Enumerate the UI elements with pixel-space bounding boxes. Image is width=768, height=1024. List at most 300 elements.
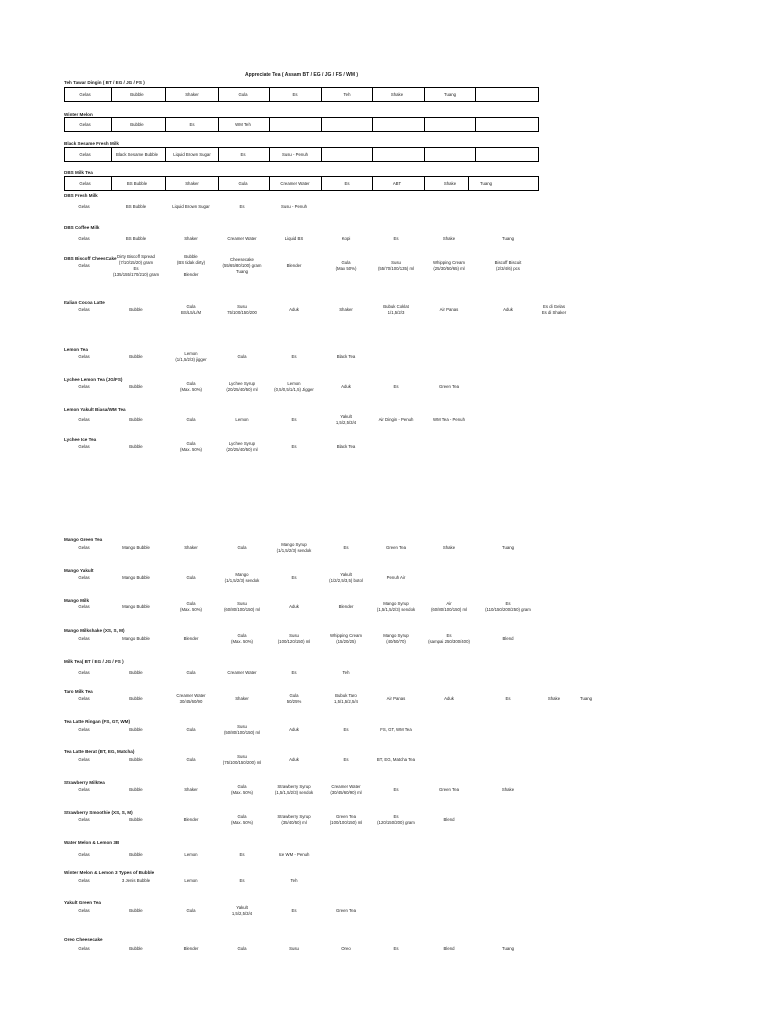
recipe-step-text: Shake: [501, 787, 515, 792]
recipe-step-text: Gula: [237, 633, 247, 638]
recipe-step-text: Air: [446, 601, 452, 606]
recipe-step-cell: [393, 236, 398, 242]
recipe-step-cell: [126, 204, 146, 210]
recipe-step-cell: [329, 572, 363, 584]
recipe-title: Water Melon & Lemon 3B: [64, 840, 120, 845]
recipe-step-text: Lemon: [235, 417, 249, 422]
recipe-step-text: (Max. 50%): [231, 639, 253, 644]
recipe-step-cell: [480, 181, 492, 187]
recipe-step-text: Gula: [238, 181, 248, 186]
recipe-step-cell: [223, 257, 262, 275]
recipe-title: Strawberry Smoothie (XS, S, M): [64, 810, 133, 815]
recipe-step-text: (40/50/70): [386, 639, 406, 644]
recipe-step-text: 1,5/1,5/2,5/4: [334, 699, 358, 704]
cell-divider: [111, 88, 112, 101]
recipe-step-text: (Max. 50%): [231, 820, 253, 825]
recipe-title: Mango Yakult: [64, 568, 94, 573]
cell-divider: [321, 118, 322, 131]
recipe-step-text: Es: [505, 601, 511, 606]
recipe-step-cell: [444, 817, 455, 823]
recipe-step-text: Gelas: [78, 604, 90, 609]
recipe-step-cell: [129, 417, 142, 423]
recipe-step-text: Mango Bubble: [122, 604, 150, 609]
recipe-step-cell: [341, 384, 351, 390]
recipe-step-text: Green Tea: [439, 384, 459, 389]
recipe-step-text: (1,5/1,5/2/3) sendok: [376, 607, 416, 612]
recipe-step-text: Blend: [443, 817, 455, 822]
recipe-step-cell: [346, 152, 347, 158]
recipe-step-cell: [184, 236, 198, 242]
recipe-step-text: Gula: [237, 784, 247, 789]
recipe-step-text: (55/70/100/135) ml: [377, 266, 415, 271]
recipe-step-text: (25/30/50/65) ml: [433, 266, 465, 271]
recipe-step-cell: [343, 670, 350, 676]
cell-divider: [372, 118, 373, 131]
cell-divider: [111, 148, 112, 161]
recipe-step-text: Bubuk Taro: [335, 693, 357, 698]
recipe-step-text: (110/150/200/250) gram: [485, 607, 531, 612]
recipe-step-text: Bubble: [184, 254, 198, 259]
recipe-step-text: Aduk: [289, 604, 299, 609]
recipe-title: Lychee Ice Tea: [64, 437, 97, 442]
recipe-step-text: Lemon: [184, 351, 198, 356]
recipe-step-cell: [377, 814, 415, 826]
recipe-step-cell: [393, 787, 398, 793]
recipe-step-text: Gelas: [78, 878, 90, 883]
recipe-step-text: Blender: [183, 272, 199, 277]
recipe-step-text: Bubble: [130, 92, 144, 97]
recipe-step-cell: [292, 92, 297, 98]
recipe-step-text: Creamer Water: [176, 693, 206, 698]
cell-divider: [424, 118, 425, 131]
recipe-step-text: Es: [291, 575, 297, 580]
recipe-step-cell: [343, 545, 348, 551]
recipe-step-text: Gula: [186, 727, 196, 732]
recipe-step-cell: [231, 784, 253, 796]
recipe-step-text: Tuang: [501, 946, 515, 951]
recipe-step-cell: [238, 92, 247, 98]
recipe-step-text: Bubble: [129, 417, 143, 422]
recipe-step-cell: [444, 92, 456, 98]
recipe-step-cell: [122, 545, 150, 551]
recipe-step-text: Es: [393, 384, 399, 389]
recipe-step-text: Bubble: [129, 307, 143, 312]
recipe-step-text: Shaker: [185, 92, 199, 97]
recipe-step-text: Blender: [183, 817, 199, 822]
recipe-step-cell: [386, 545, 406, 551]
recipe-step-text: Gelas: [79, 181, 91, 186]
recipe-step-text: Lychee Syrup: [228, 441, 256, 446]
recipe-step-cell: [344, 181, 349, 187]
recipe-step-cell: [126, 236, 146, 242]
recipe-step-text: Es: [343, 727, 349, 732]
cell-divider: [111, 177, 112, 190]
recipe-step-text: Es: [343, 757, 349, 762]
recipe-step-text: Aduk: [444, 696, 454, 701]
recipe-step-text: Gula: [186, 304, 196, 309]
recipe-step-text: (7/10/15/20) gram: [118, 260, 154, 265]
recipe-step-cell: [78, 908, 89, 914]
recipe-title: Tea Latte Berat (BT, EG, Matcha): [64, 749, 135, 754]
recipe-step-text: Shaker: [339, 307, 353, 312]
recipe-step-cell: [291, 670, 296, 676]
recipe-step-text: Aduk: [341, 384, 351, 389]
recipe-step-text: (15/20/25): [336, 639, 356, 644]
recipe-step-cell: [180, 441, 202, 453]
recipe-title: Winter Melon: [64, 112, 93, 117]
recipe-step-text: [449, 152, 450, 158]
recipe-step-text: WM Tea - Penuh: [433, 417, 465, 422]
recipe-step-cell: [185, 181, 199, 187]
recipe-step-cell: [130, 122, 143, 128]
recipe-step-cell: [186, 757, 195, 763]
recipe-title: Lychee Lemon Tea (JG/FS): [64, 377, 123, 382]
recipe-step-text: Gula: [186, 381, 196, 386]
recipe-step-cell: [78, 636, 89, 642]
recipe-step-cell: [237, 946, 246, 952]
cell-divider: [475, 118, 476, 131]
recipe-step-text: Oreo: [341, 946, 351, 951]
recipe-step-text: (2/3/4/6) pcs: [496, 266, 520, 271]
recipe-step-text: Mango Syrup: [383, 633, 409, 638]
recipe-step-cell: [78, 670, 89, 676]
recipe-step-cell: [239, 204, 244, 210]
recipe-step-text: Blender: [338, 604, 354, 609]
cell-divider: [424, 88, 425, 101]
recipe-step-cell: [122, 878, 150, 884]
recipe-step-cell: [346, 122, 347, 128]
recipe-step-text: Shaker: [184, 545, 198, 550]
recipe-step-cell: [379, 417, 414, 423]
recipe-step-cell: [129, 384, 142, 390]
recipe-steps-row: [64, 117, 539, 132]
recipe-step-text: Creamer Water: [280, 181, 310, 186]
recipe-step-text: WM Teh: [235, 122, 251, 127]
cell-divider: [218, 177, 219, 190]
recipe-step-text: Liquid Brown Sugar: [172, 204, 210, 209]
recipe-title: Tea Latte Ringan (FS, GT, WM): [64, 719, 131, 724]
recipe-step-text: (0,5/0,5/1/1,5) Jigger: [274, 387, 314, 392]
recipe-step-text: Dirty Biscoff Spread: [117, 254, 155, 259]
recipe-step-cell: [377, 601, 415, 613]
recipe-step-text: 75/100/150/200: [227, 310, 257, 315]
recipe-step-text: Bubble: [129, 817, 143, 822]
recipe-step-cell: [122, 575, 150, 581]
recipe-step-cell: [226, 381, 257, 393]
recipe-step-text: Blender: [183, 946, 199, 951]
cell-divider: [468, 177, 469, 190]
recipe-step-text: Gula: [237, 814, 247, 819]
recipe-step-cell: [78, 604, 89, 610]
recipe-step-cell: [184, 817, 199, 823]
cell-divider: [321, 148, 322, 161]
recipe-step-text: Gelas: [78, 852, 90, 857]
recipe-step-text: Creamer Water: [331, 784, 361, 789]
recipe-step-cell: [129, 908, 142, 914]
recipe-step-cell: [393, 181, 401, 187]
recipe-step-text: Kopi: [341, 236, 351, 241]
recipe-step-text: Susu: [289, 946, 299, 951]
recipe-title: Mango Green Tea: [64, 537, 103, 542]
recipe-step-text: BT, EG, Matcha Tea: [376, 757, 416, 762]
recipe-step-cell: [339, 604, 354, 610]
recipe-title: Strawberry Milktea: [64, 780, 105, 785]
recipe-step-cell: [495, 260, 522, 272]
recipe-step-text: [396, 152, 397, 158]
recipe-step-text: Strawberry Syrup: [277, 784, 311, 789]
recipe-step-cell: [502, 545, 514, 551]
recipe-step-cell: [287, 263, 302, 269]
recipe-step-text: Gelas: [79, 122, 91, 127]
recipe-step-cell: [428, 633, 470, 645]
recipe-step-cell: [383, 633, 409, 645]
recipe-step-cell: [78, 878, 89, 884]
recipe-step-text: Creamer Water: [227, 670, 257, 675]
recipe-step-text: (Max. 50%): [231, 790, 253, 795]
recipe-step-cell: [186, 670, 195, 676]
recipe-step-text: Lemon: [184, 878, 198, 883]
recipe-step-text: Green Tea: [336, 814, 356, 819]
recipe-step-cell: [78, 852, 89, 858]
recipe-step-text: Blender: [183, 636, 199, 641]
recipe-title: Mango Milkshake (XS, S, M): [64, 628, 125, 633]
recipe-step-cell: [186, 908, 195, 914]
cell-divider: [269, 118, 270, 131]
recipe-step-cell: [129, 852, 142, 858]
recipe-step-text: Green Tea: [439, 787, 459, 792]
recipe-step-text: [346, 152, 347, 158]
recipe-step-cell: [485, 601, 531, 613]
recipe-step-text: Gelas: [79, 92, 91, 97]
recipe-step-cell: [334, 693, 358, 705]
recipe-step-cell: [275, 784, 313, 796]
recipe-step-text: Tuang: [579, 696, 593, 701]
recipe-step-text: 30/45/60/90: [179, 699, 203, 704]
recipe-step-cell: [285, 236, 303, 242]
recipe-step-cell: [113, 254, 159, 278]
recipe-step-text: Gelas: [78, 696, 90, 701]
recipe-step-text: Gula: [238, 92, 248, 97]
recipe-step-text: Gelas: [78, 946, 90, 951]
recipe-step-text: Penuh Air: [386, 575, 406, 580]
recipe-step-text: Shake: [443, 181, 457, 186]
recipe-step-cell: [443, 236, 455, 242]
recipe-step-cell: [343, 757, 348, 763]
recipe-step-cell: [129, 727, 142, 733]
cell-divider: [424, 177, 425, 190]
recipe-step-text: Bubble: [130, 122, 144, 127]
recipe-step-text: Gelas: [78, 417, 90, 422]
recipe-step-text: Es: [291, 444, 297, 449]
recipe-step-text: Whipping Cream: [432, 260, 466, 265]
recipe-step-text: Cheesecake: [230, 257, 254, 262]
recipe-step-text: Creamer Water: [227, 236, 257, 241]
recipe-step-cell: [383, 304, 409, 316]
recipe-step-text: (Max. 50%): [180, 607, 202, 612]
recipe-step-text: (60/80/100/150) ml: [223, 607, 261, 612]
recipe-step-text: Es: [446, 633, 452, 638]
recipe-step-text: (1/2/2,5/3,5) botol: [329, 578, 363, 583]
recipe-step-text: Susu: [237, 304, 247, 309]
recipe-step-text: Tuang: [443, 92, 457, 97]
recipe-step-cell: [431, 601, 467, 613]
recipe-step-text: Lemon: [287, 381, 301, 386]
recipe-step-cell: [502, 787, 514, 793]
recipe-step-cell: [279, 852, 310, 858]
recipe-step-text: Es: [292, 92, 298, 97]
recipe-step-text: (50/80/100/150) ml: [223, 730, 261, 735]
recipe-title: Teh Tawar Dingin ( BT / EG / JG / FS ): [64, 80, 145, 85]
recipe-step-cell: [78, 817, 89, 823]
recipe-step-text: Es: [239, 204, 245, 209]
recipe-step-text: Susu - Penuh: [280, 204, 308, 209]
recipe-step-text: (1/1,5/2/3) sendok: [276, 548, 312, 553]
recipe-step-text: Es: [291, 670, 297, 675]
recipe-step-cell: [184, 852, 197, 858]
recipe-step-text: Green Tea: [336, 908, 356, 913]
recipe-step-cell: [184, 545, 198, 551]
recipe-step-text: Whipping Cream: [329, 633, 363, 638]
recipe-step-cell: [184, 787, 198, 793]
recipe-step-text: Mango Bubble: [122, 636, 150, 641]
recipe-steps-row: [64, 147, 539, 162]
recipe-step-text: Gula: [186, 757, 196, 762]
recipe-step-cell: [378, 260, 414, 272]
recipe-title: DBS Milk Tea: [64, 170, 93, 175]
recipe-title: Italian Cocoa Latte: [64, 300, 105, 305]
recipe-step-text: Gula: [186, 908, 196, 913]
recipe-step-cell: [227, 236, 256, 242]
recipe-step-cell: [274, 381, 314, 393]
recipe-step-text: Green Tea: [386, 545, 406, 550]
recipe-step-text: Gula: [186, 575, 196, 580]
recipe-step-text: Yakult: [236, 905, 248, 910]
recipe-step-cell: [289, 307, 299, 313]
recipe-step-text: Black Sesame Bubble: [115, 152, 159, 157]
recipe-step-text: Aduk: [503, 307, 513, 312]
recipe-step-cell: [282, 152, 308, 158]
recipe-step-text: Gelas: [78, 757, 90, 762]
recipe-title: Lemon Yakult Biasa/WM Tea: [64, 407, 126, 412]
recipe-step-text: Bubuk Coklat: [383, 304, 409, 309]
recipe-step-text: Shake: [547, 696, 561, 701]
recipe-step-cell: [281, 204, 307, 210]
recipe-step-text: Gelas: [78, 307, 90, 312]
recipe-step-cell: [235, 122, 251, 128]
recipe-step-cell: [223, 754, 261, 766]
recipe-step-cell: [444, 181, 456, 187]
recipe-step-cell: [396, 152, 397, 158]
recipe-step-text: (135/155/170/210) gram: [112, 272, 160, 277]
recipe-step-text: Lychee Syrup: [228, 381, 256, 386]
recipe-title: Milk Tea( BT / EG / JG / FS ): [64, 659, 124, 664]
recipe-step-cell: [79, 122, 90, 128]
recipe-step-cell: [224, 724, 260, 736]
recipe-step-text: Aduk: [289, 307, 299, 312]
recipe-step-text: (Max 50%): [335, 266, 357, 271]
recipe-step-cell: [439, 787, 459, 793]
recipe-step-text: Blend: [443, 946, 455, 951]
recipe-steps-row: [64, 176, 539, 191]
recipe-step-cell: [499, 152, 500, 158]
recipe-step-cell: [78, 727, 89, 733]
recipe-step-cell: [129, 354, 142, 360]
recipe-step-text: Bubble: [129, 908, 143, 913]
recipe-step-text: (35/40/50) ml: [281, 820, 307, 825]
recipe-step-text: Gelas: [78, 204, 90, 209]
recipe-step-text: 3 Jenis Bubble: [121, 878, 151, 883]
recipe-step-text: Shake: [442, 236, 456, 241]
recipe-step-text: BS Bubble: [125, 204, 147, 209]
recipe-step-cell: [444, 696, 454, 702]
recipe-step-text: (Max. 50%): [180, 447, 202, 452]
recipe-step-text: Yakult: [340, 414, 352, 419]
recipe-step-cell: [232, 905, 252, 917]
recipe-title: Lemon Tea: [64, 347, 88, 352]
recipe-step-text: 1,5/2,5/3/4: [335, 420, 357, 425]
recipe-step-cell: [79, 181, 90, 187]
recipe-step-text: Shake: [442, 545, 456, 550]
recipe-step-text: (1/1,5/2/3) sendok: [224, 578, 260, 583]
recipe-step-cell: [291, 354, 296, 360]
recipe-step-cell: [336, 260, 357, 272]
recipe-step-text: Liquid Brown Sugar: [173, 152, 211, 157]
recipe-step-cell: [239, 852, 244, 858]
recipe-step-cell: [79, 152, 90, 158]
recipe-step-cell: [289, 946, 299, 952]
recipe-step-text: Es: [343, 545, 349, 550]
recipe-step-cell: [127, 181, 147, 187]
recipe-step-cell: [130, 92, 143, 98]
recipe-step-cell: [78, 417, 89, 423]
recipe-step-text: Shaker: [184, 236, 198, 241]
recipe-step-cell: [387, 696, 406, 702]
recipe-step-text: Bubble: [129, 354, 143, 359]
recipe-step-text: Susu: [237, 601, 247, 606]
recipe-step-text: Gelas: [78, 236, 90, 241]
recipe-step-text: BS/L5/L/M: [180, 310, 202, 315]
recipe-step-cell: [129, 946, 142, 952]
recipe-step-text: (BS tidak dirty): [176, 260, 206, 265]
recipe-step-text: Aduk: [289, 757, 299, 762]
cell-divider: [475, 88, 476, 101]
recipe-step-text: (100/100/150) ml: [329, 820, 363, 825]
recipe-step-cell: [180, 381, 202, 393]
recipe-step-cell: [175, 351, 206, 363]
recipe-step-text: (75/100/150/200) ml: [222, 760, 262, 765]
recipe-step-cell: [78, 236, 89, 242]
recipe-step-text: Mango Bubble: [122, 545, 150, 550]
recipe-title: Mango Milk: [64, 598, 90, 603]
cell-divider: [269, 177, 270, 190]
recipe-step-cell: [180, 601, 202, 613]
recipe-step-text: Es: [239, 878, 245, 883]
recipe-step-cell: [122, 604, 150, 610]
recipe-step-cell: [580, 696, 592, 702]
recipe-step-cell: [502, 236, 514, 242]
recipe-step-text: Gula: [186, 670, 196, 675]
recipe-step-cell: [185, 92, 199, 98]
recipe-step-text: Ice WM - Penuh: [278, 852, 310, 857]
recipe-step-cell: [78, 263, 89, 269]
recipe-step-cell: [78, 307, 89, 313]
recipe-step-text: Es: [393, 236, 399, 241]
recipe-step-cell: [444, 946, 455, 952]
cell-divider: [165, 88, 166, 101]
recipe-step-text: BS Bubble: [125, 236, 147, 241]
recipe-step-cell: [176, 693, 205, 705]
recipe-step-cell: [231, 814, 253, 826]
